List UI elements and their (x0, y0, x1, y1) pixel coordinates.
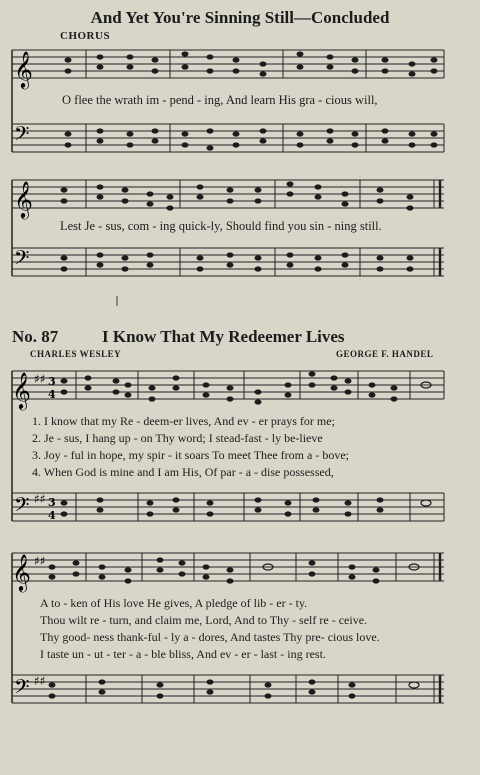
treble-clef-icon: 𝄞 (14, 50, 33, 88)
verse-line-4-part2: I taste un - ut - ter - a - ble bliss, And ev - er - last - ing rest. (40, 647, 326, 661)
treble-clef-icon: 𝄞 (12, 371, 31, 409)
verse-line-1-part2: A to - ken of His love He gives, A pledge of lib - er - ty. (40, 596, 308, 610)
bass-clef-icon: 𝄢 (14, 246, 30, 274)
note-heads (49, 557, 420, 698)
bass-clef-icon: 𝄢 (14, 493, 30, 521)
time-signature-top: 3 (48, 496, 56, 509)
verse-line-1-part1: 1. I know that my Re - deem-er lives, And ev - er prays for me; (32, 414, 335, 428)
time-signature-top: 3 (48, 375, 56, 388)
chorus-lyric-line-2: Lest Je - sus, com - ing quick-ly, Should find you sin - ning still. (60, 219, 382, 233)
time-signature-bottom: 4 (48, 509, 56, 522)
bass-staff (12, 124, 444, 152)
page-mark (116, 296, 118, 306)
verse-line-2-part2: Thou wilt re - turn, and claim me, Lord, And to Thy - self re - ceive. (40, 613, 368, 627)
key-signature-sharp-icon: ♯♯ (34, 674, 46, 688)
song-title-concluded: And Yet You're Sinning Still—Concluded (90, 8, 390, 27)
chorus-label: CHORUS (60, 30, 111, 42)
verse-line-2-part1: 2. Je - sus, I hang up - on Thy word; I stead-fast - ly be-lieve (32, 431, 323, 445)
time-signature-bottom: 4 (48, 388, 56, 401)
verse-line-4-part1: 4. When God is mine and I am His, Of par - a - dise possessed, (32, 465, 334, 479)
bass-clef-icon: 𝄢 (14, 675, 30, 703)
verse-line-3-part2: Thy good- ness thank-ful - ly a - dores, And tastes Thy pre- cious love. (40, 630, 380, 644)
bass-clef-icon: 𝄢 (14, 122, 30, 150)
verse-line-3-part1: 3. Joy - ful in hope, my spir - it soars To meet Thee from a - bove; (32, 448, 349, 462)
key-signature-sharp-icon: ♯♯ (34, 372, 46, 386)
author-credit: CHARLES WESLEY (30, 349, 122, 359)
composer-credit: GEORGE F. HANDEL (336, 349, 434, 359)
hymn-number: No. 87 (12, 327, 59, 346)
key-signature-sharp-icon: ♯♯ (34, 492, 46, 506)
key-signature-sharp-icon: ♯♯ (34, 554, 46, 568)
treble-staff (12, 50, 444, 78)
treble-clef-icon: 𝄞 (12, 553, 31, 591)
hymn-title: I Know That My Redeemer Lives (102, 327, 345, 346)
treble-clef-icon: 𝄞 (14, 180, 33, 218)
chorus-lyric-line-1: O flee the wrath im - pend - ing, And learn His gra - cious will, (62, 93, 378, 107)
